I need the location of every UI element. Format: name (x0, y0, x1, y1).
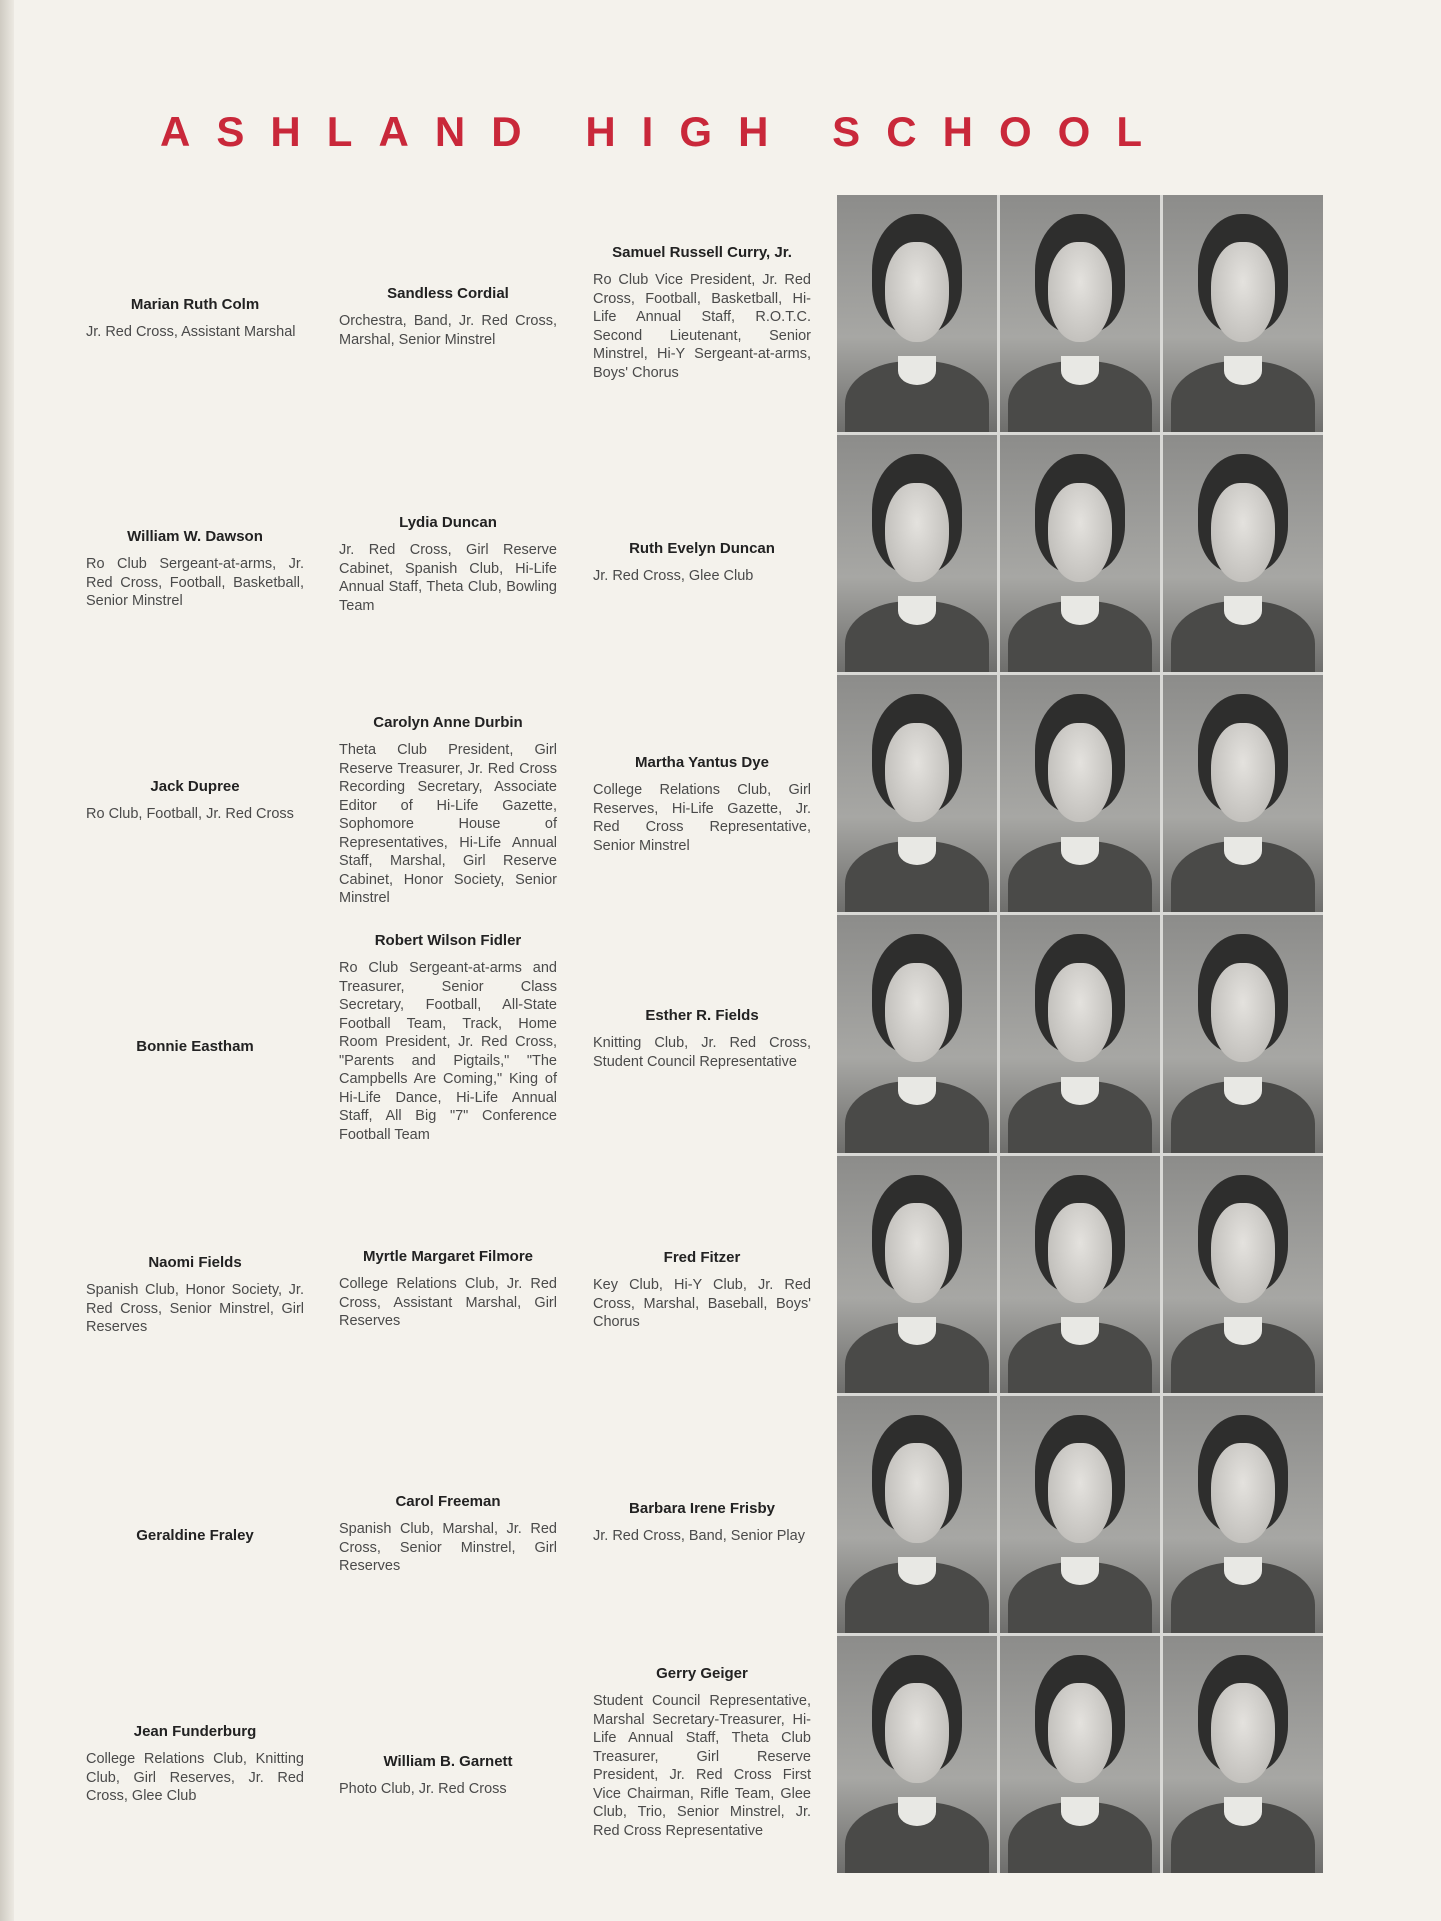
student-activities: Jr. Red Cross, Girl Reserve Cabinet, Spanish Club, Hi-Life Annual Staff, Theta Club, Bowling Team (339, 542, 557, 614)
student-portrait (1000, 675, 1160, 912)
student-activities: Spanish Club, Honor Society, Jr. Red Cross, Senior Minstrel, Girl Reserves (86, 1282, 304, 1335)
student-activities: Ro Club Vice President, Jr. Red Cross, Football, Basketball, Hi-Life Annual Staff, R.O.T.C. Second Lieutenant, Senior Minstrel, Hi-Y Sergeant-at-arms, Boys' Chorus (593, 272, 811, 381)
portrait-face (885, 1683, 949, 1783)
student-activities: College Relations Club, Jr. Red Cross, Assistant Marshal, Girl Reserves (339, 1276, 557, 1329)
student-name: William W. Dawson (127, 528, 263, 545)
portrait-face (885, 723, 949, 823)
page-spine (0, 0, 14, 1921)
student-portrait (1163, 1156, 1323, 1393)
portrait-collar (898, 837, 936, 865)
student-name: Myrtle Margaret Filmore (362, 1248, 534, 1265)
student-name: Jack Dupree (150, 778, 240, 795)
student-activities: Jr. Red Cross, Band, Senior Play (593, 1528, 805, 1544)
student-entry (593, 1665, 811, 1840)
student-activities: Key Club, Hi-Y Club, Jr. Red Cross, Marshal, Baseball, Boys' Chorus (593, 1277, 811, 1330)
student-activities: Knitting Club, Jr. Red Cross, Student Council Representative (593, 1035, 811, 1070)
student-name: Barbara Irene Frisby (629, 1500, 775, 1517)
student-portrait (837, 1156, 997, 1393)
student-portrait (1000, 435, 1160, 672)
portrait-face (1048, 1683, 1112, 1783)
student-name: William B. Garnett (383, 1753, 513, 1770)
student-entry (339, 932, 557, 1144)
portrait-face (885, 242, 949, 342)
student-activities: Theta Club President, Girl Reserve Treasurer, Jr. Red Cross Recording Secretary, Associate Editor of Hi-Life Gazette, Sophomore House of Representatives, Hi-Life Annual Staff, Marshal, Girl Reserve Cabinet, Honor Society, Senior Minstrel (339, 742, 557, 906)
portrait-face (1048, 1443, 1112, 1543)
student-entry (593, 244, 811, 382)
portrait-collar (1224, 837, 1262, 865)
portrait-face (885, 1443, 949, 1543)
student-portrait (837, 1636, 997, 1873)
portrait-face (1211, 483, 1275, 583)
portrait-face (1211, 963, 1275, 1063)
student-activities: Orchestra, Band, Jr. Red Cross, Marshal, Senior Minstrel (339, 313, 557, 348)
student-entry (86, 296, 304, 342)
student-entry (339, 1753, 557, 1799)
student-name: Robert Wilson Fidler (374, 932, 522, 949)
student-name: Bonnie Eastham (136, 1038, 254, 1055)
portrait-collar (1061, 596, 1099, 624)
student-entry (86, 1254, 304, 1337)
student-activities: Jr. Red Cross, Glee Club (593, 568, 754, 584)
student-entry (86, 1723, 304, 1806)
student-name: Lydia Duncan (399, 514, 497, 531)
student-name: Geraldine Fraley (136, 1527, 254, 1544)
student-entry (593, 1500, 811, 1546)
portrait-collar (1224, 596, 1262, 624)
student-activities: Photo Club, Jr. Red Cross (339, 1781, 507, 1797)
portrait-face (1048, 723, 1112, 823)
portrait-grid (837, 195, 1323, 1873)
portrait-collar (1224, 1077, 1262, 1105)
student-name: Sandless Cordial (387, 285, 509, 302)
student-name: Samuel Russell Curry, Jr. (612, 244, 792, 261)
student-name: Jean Funderburg (133, 1723, 257, 1740)
student-activities: College Relations Club, Knitting Club, Girl Reserves, Jr. Red Cross, Glee Club (86, 1751, 304, 1804)
portrait-collar (898, 356, 936, 384)
student-entry (86, 1527, 304, 1554)
student-portrait (837, 195, 997, 432)
page-title: ASHLAND HIGH SCHOOL (160, 108, 1169, 155)
student-activities: Ro Club, Football, Jr. Red Cross (86, 806, 294, 822)
student-portrait (1163, 435, 1323, 672)
student-portrait (1163, 195, 1323, 432)
student-portrait (1163, 1396, 1323, 1633)
student-name: Carolyn Anne Durbin (373, 714, 523, 731)
portrait-face (1048, 483, 1112, 583)
portrait-collar (1061, 356, 1099, 384)
student-portrait (1163, 1636, 1323, 1873)
student-entry (339, 1248, 557, 1331)
portrait-collar (898, 1797, 936, 1825)
portrait-face (1211, 1443, 1275, 1543)
portrait-collar (1224, 1797, 1262, 1825)
portrait-face (885, 483, 949, 583)
student-name: Naomi Fields (148, 1254, 242, 1271)
portrait-face (1211, 723, 1275, 823)
student-name: Ruth Evelyn Duncan (629, 540, 775, 557)
student-activities: Ro Club Sergeant-at-arms and Treasurer, Senior Class Secretary, Football, All-State Football Team, Track, Home Room President, Jr. Red Cross, "Parents and Pigtails," "The Campbells Are Coming," King of Hi-Life Dance, Hi-Life Annual Staff, All Big "7" Conference Football Team (339, 960, 557, 1143)
student-portrait (1000, 195, 1160, 432)
portrait-face (1211, 242, 1275, 342)
student-portrait (837, 1396, 997, 1633)
student-activities: Jr. Red Cross, Assistant Marshal (86, 324, 296, 340)
student-portrait (1000, 1396, 1160, 1633)
student-portrait (837, 915, 997, 1152)
portrait-collar (1224, 356, 1262, 384)
portrait-face (885, 1203, 949, 1303)
student-name: Martha Yantus Dye (635, 754, 769, 771)
student-portrait (1163, 915, 1323, 1152)
student-entry (86, 778, 304, 824)
student-portrait (1000, 915, 1160, 1152)
student-entry (339, 714, 557, 908)
portrait-collar (1061, 1077, 1099, 1105)
student-entry (86, 528, 304, 611)
student-portrait (1000, 1156, 1160, 1393)
student-portrait (837, 675, 997, 912)
portrait-face (1211, 1683, 1275, 1783)
portrait-collar (1061, 1797, 1099, 1825)
student-entry (593, 754, 811, 855)
student-activities: College Relations Club, Girl Reserves, Hi-Life Gazette, Jr. Red Cross Representative, Senior Minstrel (593, 782, 811, 854)
student-name: Gerry Geiger (656, 1665, 748, 1682)
portrait-face (1211, 1203, 1275, 1303)
portrait-face (1048, 242, 1112, 342)
portrait-face (1048, 963, 1112, 1063)
student-name: Esther R. Fields (645, 1007, 759, 1024)
student-entry (593, 1007, 811, 1071)
student-portrait (1000, 1636, 1160, 1873)
student-name: Marian Ruth Colm (130, 296, 260, 313)
student-entry (339, 285, 557, 349)
student-portrait (837, 435, 997, 672)
portrait-collar (1061, 837, 1099, 865)
student-activities: Student Council Representative, Marshal Secretary-Treasurer, Hi-Life Annual Staff, Theta Club Treasurer, Girl Reserve President, Jr. Red Cross First Vice Chairman, Rifle Team, Glee Club, Trio, Senior Minstrel, Jr. Red Cross Representative (593, 1693, 811, 1839)
student-name: Fred Fitzer (663, 1249, 741, 1266)
portrait-collar (898, 1077, 936, 1105)
student-portrait (1163, 675, 1323, 912)
portrait-face (1048, 1203, 1112, 1303)
student-activities: Ro Club Sergeant-at-arms, Jr. Red Cross, Football, Basketball, Senior Minstrel (86, 556, 304, 609)
student-entry (339, 1493, 557, 1576)
student-entry (86, 1038, 304, 1065)
portrait-collar (898, 596, 936, 624)
portrait-face (885, 963, 949, 1063)
student-entry (593, 1249, 811, 1332)
student-activities: Spanish Club, Marshal, Jr. Red Cross, Senior Minstrel, Girl Reserves (339, 1521, 557, 1574)
student-entry (593, 540, 811, 586)
student-entry (339, 514, 557, 615)
student-name: Carol Freeman (395, 1493, 501, 1510)
